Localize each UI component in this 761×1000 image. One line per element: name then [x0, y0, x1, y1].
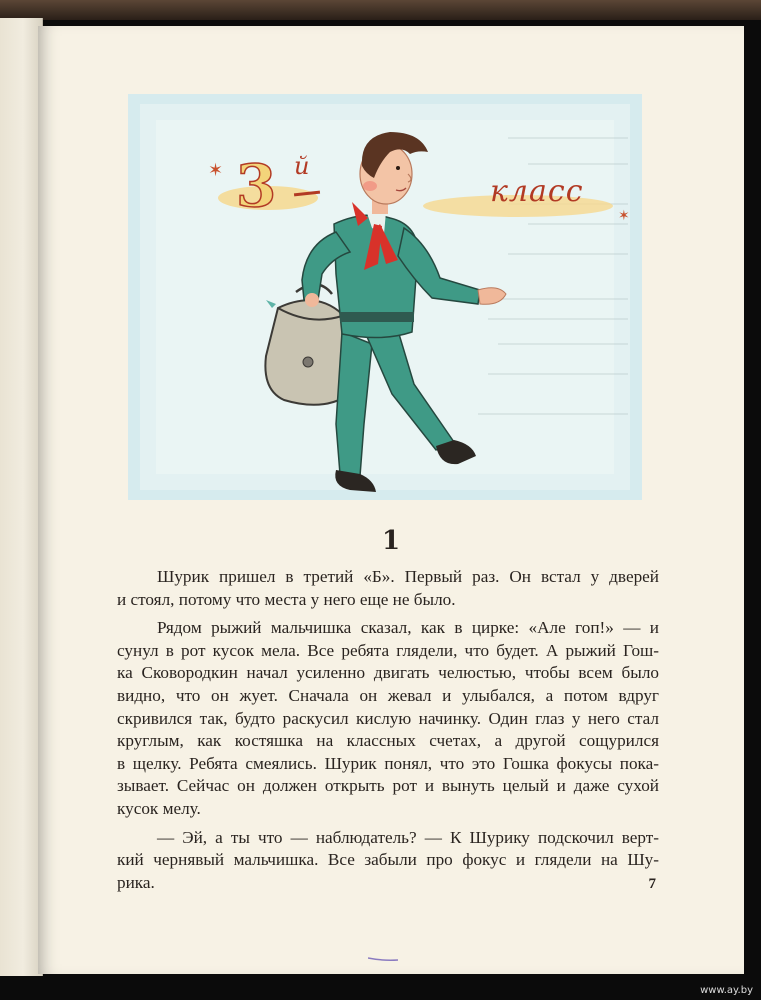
paragraph-1-line-2: и стоял, потому что места у него еще не было. [117, 589, 456, 609]
paragraph-3-line-2: кий чернявый мальчишка. Все забыли про фокус и глядели на Шу- [117, 850, 659, 870]
paragraph-3-line-1: — Эй, а ты что — наблюдатель? — К Шурику подскочил верт- [157, 827, 659, 847]
book-cover-edge [0, 0, 761, 20]
illustration-artwork [128, 94, 642, 500]
svg-text:✶: ✶ [208, 160, 224, 181]
svg-text:✶: ✶ [618, 208, 630, 224]
chapter-number: 1 [381, 526, 401, 556]
paragraph-2-line-8: зывает. Сейчас он должен открыть рот и вынуть целый и даже сухой [117, 776, 659, 796]
heading-number: 3 [236, 152, 277, 220]
watermark: www.ay.by [700, 985, 753, 996]
heading-suffix: й [294, 152, 310, 180]
page-number: 7 [648, 876, 656, 892]
paragraph-2-line-2: сунул в рот кусок мела. Все ребята глядели, что будет. А рыжий Гош- [117, 640, 659, 660]
paragraph-2-line-5: скривился так, будто раскусил кислую начинку. Один глаз у него стал [117, 708, 659, 728]
chapter-heading-art [236, 154, 276, 224]
heading-word: класс [490, 174, 584, 209]
paragraph-2-line-7: в щелку. Ребята смеялись. Шурик понял, что это Гошка фокусы пока- [117, 753, 659, 773]
book-page [38, 26, 744, 974]
paragraph-2-line-9: кусок мелу. [117, 798, 201, 818]
chapter-illustration [128, 94, 642, 500]
paragraph-2-line-6: круглым, как костяшка на классных счетах, а другой сощурился [117, 731, 659, 751]
paragraph-1-line-1: Шурик пришел в третий «Б». Первый раз. Он встал у дверей [157, 567, 659, 586]
paragraph-2-line-3: ка Сковородкин начал усиленно двигать челюстью, чтобы всем было [117, 663, 659, 683]
paragraph-2-line-4: видно, что он жует. Сначала он жевал и улыбался, а потом вдруг [117, 685, 659, 705]
pencil-mark [368, 956, 398, 962]
chapter-text [117, 566, 659, 894]
previous-page-edge [0, 18, 43, 976]
paragraph-2-line-1: Рядом рыжий мальчишка сказал, как в цирке: «Але гоп!» — и [157, 618, 659, 638]
paragraph-3-line-3: рика. [117, 872, 155, 892]
